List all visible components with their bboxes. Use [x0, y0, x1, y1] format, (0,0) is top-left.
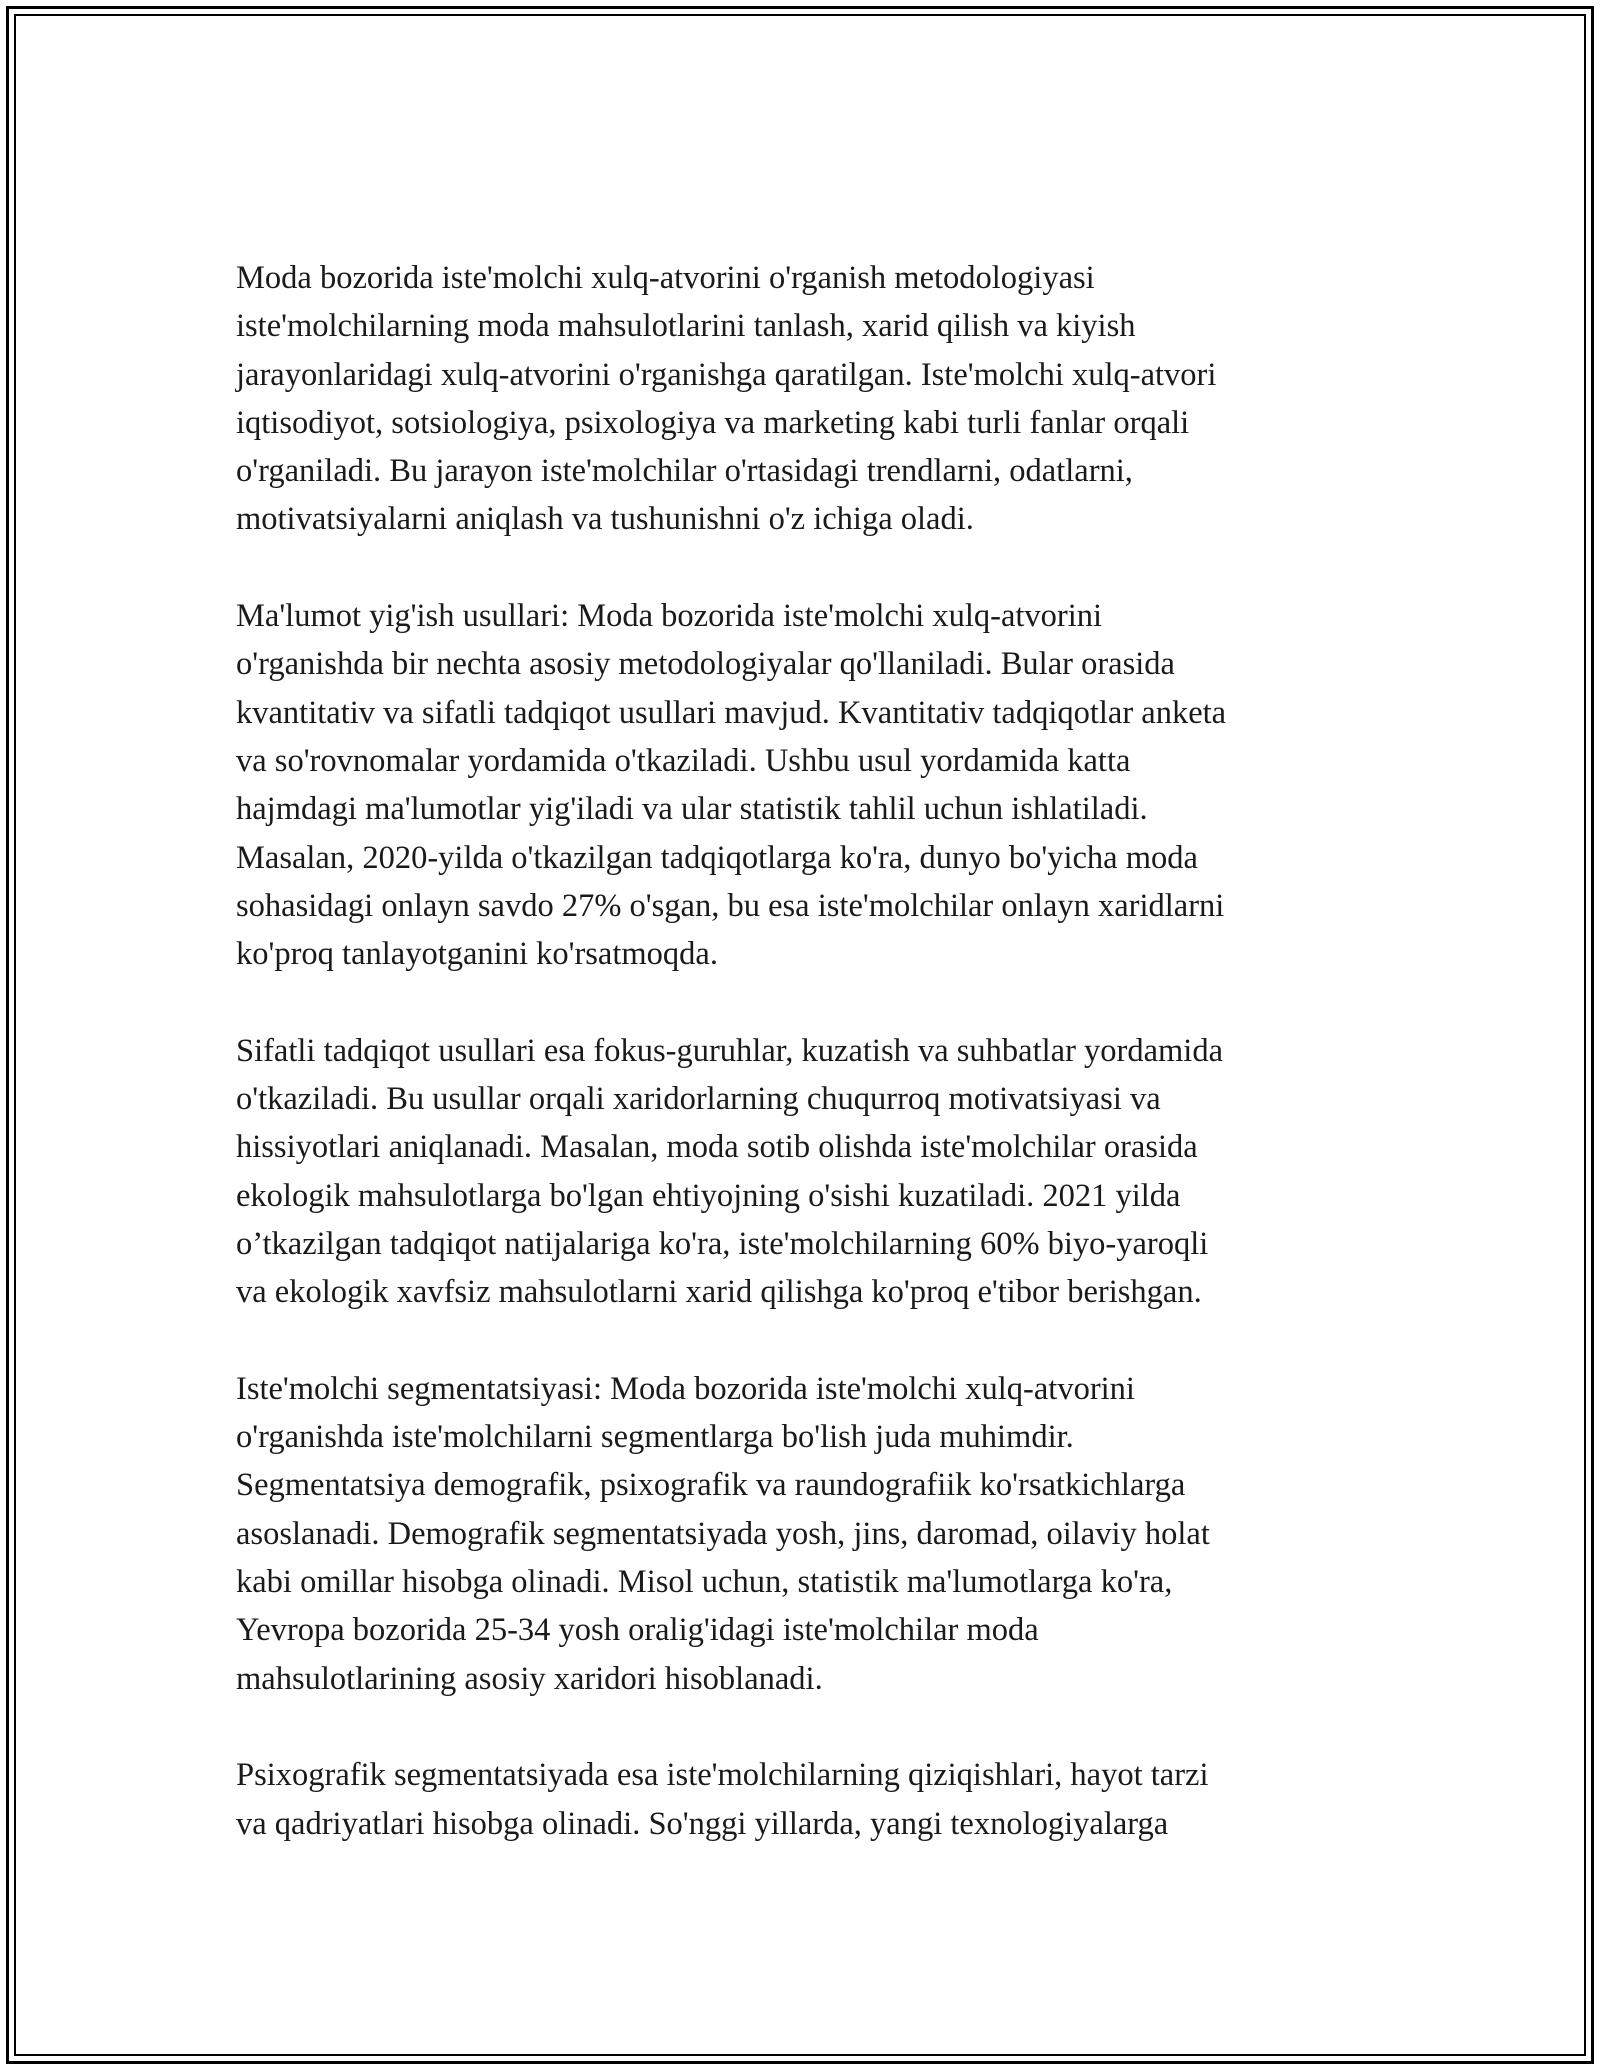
paragraph-data-collection: Ma'lumot yig'ish usullari: Moda bozorida iste'molchi xulq-atvorini o'rganishda bir nechta asosiy metodologiyalar qo'llaniladi. Bular orasida kvantitativ va sifatli tadqiqot usullari mavjud. Kvantitativ tadqiqotlar anketa va so'rovnomalar yordamida o'tkaziladi. Ushbu usul yordamida katta hajmdagi ma'lumotlar yig'iladi va ular statistik tahlil uchun ishlatiladi. Masalan, 2020-yilda o'tkazilgan tadqiqotlarga ko'ra, dunyo bo'yicha moda sohasidagi onlayn savdo 27% o'sgan, bu esa iste'molchilar onlayn xaridlarni ko'proq tanlayotganini ko'rsatmoqda. — [236, 598, 1227, 973]
paragraph-intro: Moda bozorida iste'molchi xulq-atvorini o'rganish metodologiyasi iste'molchilarning moda mahsulotlarini tanlash, xarid qilish va kiyish jarayonlaridagi xulq-atvorini o'rganishga qaratilgan. Iste'molchi xulq-atvori iqtisodiyot, sotsiologiya, psixologiya va marketing kabi turli fanlar orqali o'rganiladi. Bu jarayon iste'molchilar o'rtasidagi trendlarni, odatlarni, motivatsiyalarni aniqlash va tushunishni o'z ichiga oladi. — [236, 260, 1217, 538]
paragraph-qualitative-research: Sifatli tadqiqot usullari esa fokus-guruhlar, kuzatish va suhbatlar yordamida o'tkaziladi. Bu usullar orqali xaridorlarning chuqurroq motivatsiyasi va hissiyotlari aniqlanadi. Masalan, moda sotib olishda iste'molchilar orasida ekologik mahsulotlarga bo'lgan ehtiyojning o'sishi kuzatiladi. 2021 yilda o’tkazilgan tadqiqot natijalariga ko'ra, iste'molchilarning 60% biyo-yaroqli va ekologik xavfsiz mahsulotlarni xarid qilishga ko'proq e'tibor berishgan. — [236, 1032, 1223, 1311]
paragraph-psychographic: Psixografik segmentatsiyada esa iste'molchilarning qiziqishlari, hayot tarzi va qadriyatlari hisobga olinadi. So'nggi yillarda, yangi texnologiyalarga — [236, 1757, 1209, 1842]
paragraph-segmentation: Iste'molchi segmentatsiyasi: Moda bozorida iste'molchi xulq-atvorini o'rganishda iste'molchilarni segmentlarga bo'lish juda muhimdir. Segmentatsiya demografik, psixografik va raundografiik ko'rsatkichlarga asoslanadi. Demografik segmentatsiyada yosh, jins, daromad, oilaviy holat kabi omillar hisobga olinadi. Misol uchun, statistik ma'lumotlarga ko'ra, Yevropa bozorida 25-34 yosh oralig'idagi iste'molchilar moda mahsulotlarining asosiy xaridori hisoblanadi. — [236, 1370, 1210, 1697]
document-body — [236, 254, 1366, 1896]
